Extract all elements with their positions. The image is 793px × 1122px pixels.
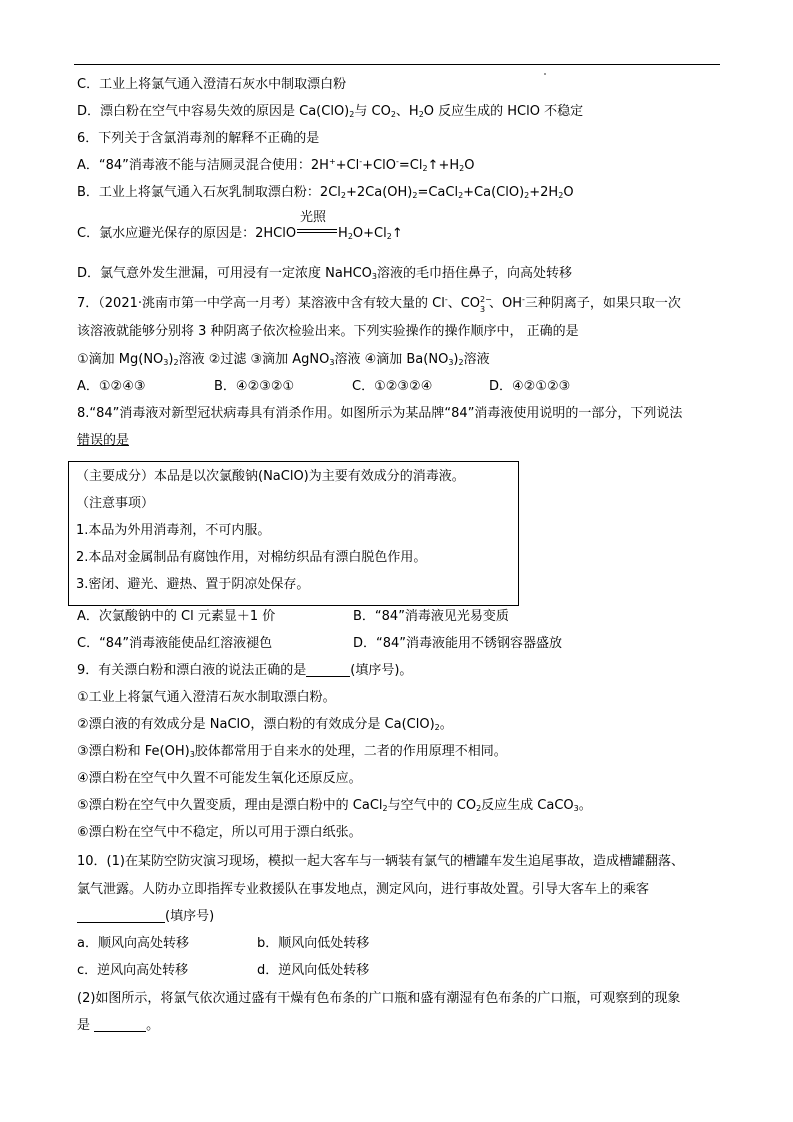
q8-option-a: A．次氯酸钠中的 Cl 元素显＋1 价 <box>77 609 276 624</box>
box-note-1: 1.本品为外用消毒剂，不可内服。 <box>76 523 271 538</box>
answer-blank <box>306 662 350 677</box>
q7-option-b: B．④②③②① <box>214 379 295 394</box>
box-note-2: 2.本品对金属制品有腐蚀作用，对棉纺织品有漂白脱色作用。 <box>76 550 427 565</box>
q8-options-row-2 <box>77 635 562 653</box>
product-instructions-box <box>68 461 519 606</box>
q7-options <box>77 378 570 396</box>
q7-option-c: C．①②③②④ <box>352 379 433 394</box>
question-10-part-1: 10．(1)在某防空防灾演习现场，模拟一起大客车与一辆装有氯气的槽罐车发生追尾事故，造成槽罐翻落、 <box>77 854 684 869</box>
answer-blank <box>94 1017 146 1032</box>
q9-statement-6: ⑥漂白粉在空气中不稳定，所以可用于漂白纸张。 <box>77 825 362 840</box>
box-note-3: 3.密闭、避光、避热、置于阴凉处保存。 <box>76 577 310 592</box>
box-notes-heading: （注意事项） <box>76 496 155 511</box>
q5-option-c: C．工业上将氯气通入澄清石灰水中制取漂白粉 <box>77 77 347 92</box>
question-7-operations: ①滴加 $Mg(NO_3)_2$溶液 ②过滤 ③滴加 AgNO$_3$溶液 ④滴加 $Ba(NO_3)_2$溶液 <box>77 352 490 367</box>
q7-option-a: A．①②④③ <box>77 379 146 394</box>
reaction-condition: 光照 <box>297 227 337 237</box>
question-10-line-3: (填序号) <box>77 908 214 926</box>
question-6: 6．下列关于含氯消毒剂的解释不正确的是 <box>77 131 320 146</box>
question-10-part-2: (2)如图所示，将氯气依次通过盛有干燥有色布条的广口瓶和盛有潮湿有色布条的广口瓶，可观察到的现象 <box>77 991 681 1006</box>
carbonate-charge: 2− 3 <box>480 295 492 314</box>
q10-options-row-1 <box>77 935 369 953</box>
question-8: 8.“84”消毒液对新型冠状病毒具有消杀作用。如图所示为某品牌“84”消毒液使用说明的一部分，下列说法 <box>77 406 683 421</box>
q8-option-b: B．“84”消毒液见光易变质 <box>353 609 509 624</box>
q6-option-a: A．“84”消毒液不能与洁厕灵混合使用：$2H^++Cl^-+ClO^-=Cl_2↑+H_2O$ <box>77 157 475 173</box>
q8-option-c: C．“84”消毒液能使品红溶液褪色 <box>77 636 273 651</box>
question-7-line-2: 该溶液就能够分别将 3 种阴离子依次检验出来。下列实验操作的操作顺序中， 正确的是 <box>77 324 579 339</box>
q10-options-row-2 <box>77 962 369 980</box>
q9-statement-2: ②漂白液的有效成分是 NaClO，漂白粉的有效成分是 $Ca(ClO)_2$。 <box>77 717 453 732</box>
q10-option-a: a．顺风向高处转移 <box>77 936 189 951</box>
q5-option-d: D．漂白粉在空气中容易失效的原因是 $Ca(ClO)_2$与 $CO_2$、$H_2O$ 反应生成的 HClO 不稳定 <box>77 104 584 119</box>
question-8-line-2: 错误的是 <box>77 433 130 448</box>
q6-option-b: B．工业上将氯气通入石灰乳制取漂白粉：$2Cl_2+2Ca(OH)_2=CaCl_2+Ca(ClO)_2+2H_2O$ <box>77 185 574 200</box>
question-9: 9．有关漂白粉和漂白液的说法正确的是 (填序号)。 <box>77 663 413 678</box>
q9-statement-1: ①工业上将氯气通入澄清石灰水制取漂白粉。 <box>77 690 336 705</box>
header-rule <box>74 64 720 65</box>
q7-option-d: D．④②①②③ <box>489 379 571 394</box>
q8-options-row-1 <box>77 608 509 626</box>
q10-option-c: c．逆风向高处转移 <box>77 963 189 978</box>
box-main-ingredient: （主要成分）本品是以次氯酸钠(NaClO)为主要有效成分的消毒液。 <box>76 469 465 484</box>
question-10-part-2-line-2: 是 。 <box>77 1018 160 1033</box>
q10-option-b: b．顺风向低处转移 <box>257 936 370 951</box>
q8-option-d: D．“84”消毒液能用不锈钢容器盛放 <box>353 636 563 651</box>
q6-option-c: C．氯水应避光保存的原因是：2HClO 光照 $H_2O+Cl_2↑$ <box>77 210 403 241</box>
q9-statement-5: ⑤漂白粉在空气中久置变质，理由是漂白粉中的 CaCl$_2$与空气中的 $CO_2$反应生成 CaCO$_3$。 <box>77 798 592 813</box>
question-7: 7．（2021·洮南市第一中学高一月考）某溶液中含有较大量的 Cl-、CO 2− 3 、OH-三种阴离子，如果只取一次 <box>77 295 681 314</box>
scan-dot <box>544 73 546 75</box>
question-10-line-2: 氯气泄露。人防办立即指挥专业救援队在事发地点，测定风向，进行事故处置。引导大客车上的乘客 <box>77 882 650 897</box>
q6-option-d: D．氯气意外发生泄漏，可用浸有一定浓度 NaHCO$_3$溶液的毛巾捂住鼻子，向高处转移 <box>77 266 573 281</box>
q9-statement-4: ④漂白粉在空气中久置不可能发生氧化还原反应。 <box>77 771 362 786</box>
q9-statement-3: ③漂白粉和 $Fe(OH)_3$胶体都常用于自来水的处理，二者的作用原理不相同。 <box>77 744 507 759</box>
q10-option-d: d．逆风向低处转移 <box>257 963 370 978</box>
answer-blank <box>77 908 165 923</box>
